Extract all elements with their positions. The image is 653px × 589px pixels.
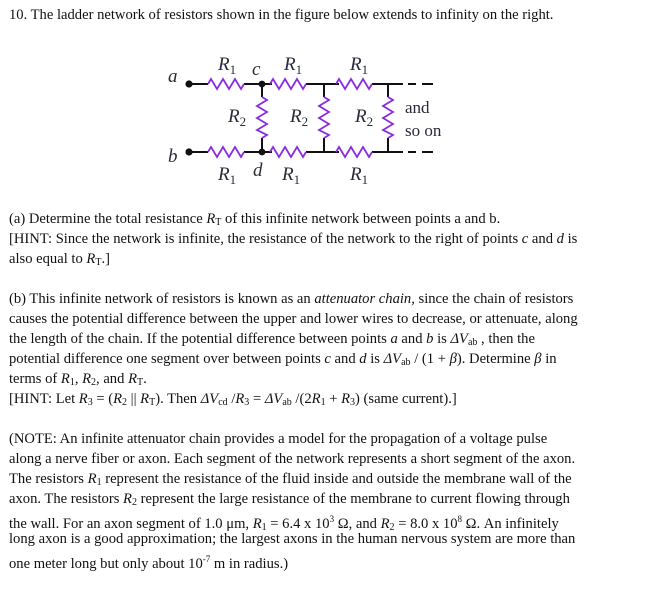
resistor-labels bbox=[217, 54, 373, 187]
node-a-dot bbox=[185, 80, 192, 87]
resistor-r1-top-1 bbox=[208, 79, 244, 89]
resistor-r2-2 bbox=[319, 97, 329, 138]
resistor-r1-bottom-3 bbox=[336, 147, 372, 157]
part-a-question: (a) Determine the total resistance $R_T$ of this infinite network between points a and b. bbox=[9, 211, 501, 228]
node-d-dot bbox=[259, 149, 266, 156]
part-a-hint-line1: [HINT: Since the network is infinite, the resistance of the network to the right of points c and d is bbox=[9, 231, 578, 247]
svg-text:R1: $R_1$ bbox=[284, 54, 303, 77]
svg-text:R1: $R_1$ bbox=[350, 164, 369, 187]
label-c: c bbox=[252, 59, 261, 80]
resistor-r2-1 bbox=[257, 97, 267, 138]
note-line4: axon. The resistors $R_2$ represent the large resistance of the membrane to current flowing through bbox=[9, 491, 570, 508]
and-so-on-line2: so on bbox=[405, 121, 442, 140]
resistor-r1-top-3 bbox=[336, 79, 372, 89]
part-b-line3: the length of the chain. If the potential difference between points a and b is $\Delta V_{ab}$ , then the bbox=[9, 331, 535, 348]
resistor-r1-top-2 bbox=[270, 79, 306, 89]
ladder-network-diagram bbox=[0, 0, 653, 200]
label-a: a bbox=[168, 66, 178, 87]
svg-text:R2: $R_2$ bbox=[290, 106, 309, 129]
resistor-r2-3 bbox=[383, 97, 393, 138]
wires bbox=[189, 84, 433, 152]
part-b-line1: (b) This infinite network of resistors is known as an attenuator chain, since the chain of resistors bbox=[9, 291, 574, 307]
resistor-r1-bottom-1 bbox=[208, 147, 244, 157]
problem-title: 10. The ladder network of resistors shown in the figure below extends to infinity on the right. bbox=[9, 7, 554, 23]
svg-text:R1: $R_1$ bbox=[218, 164, 237, 187]
svg-text:R2: $R_2$ bbox=[228, 106, 247, 129]
part-b-line4: potential difference one segment over between points c and d is $\Delta V_{ab} / (1 + \beta)$. Determine β in bbox=[9, 351, 557, 368]
svg-text:R2: $R_2$ bbox=[355, 106, 374, 129]
note-line1: (NOTE: An infinite attenuator chain provides a model for the propagation of a voltage pulse bbox=[9, 431, 548, 447]
part-b-hint: [HINT: Let $R_3 = (R_2$ || $R_T$). Then $\Delta V_{cd}$ $/R_3 = \Delta V_{ab}$ $/(2R_1 + R_3)$ (same current).] bbox=[9, 391, 457, 408]
note-line3: The resistors $R_1$ represent the resistance of the fluid inside and outside the membrane wall of the bbox=[9, 471, 572, 488]
part-b-line5: terms of $R_1$, $R_2$, and $R_T$. bbox=[9, 371, 147, 388]
note-line5: the wall. For an axon segment of 1.0 μm, $R_1 = 6.4$ x $10^3$ Ω, and $R_2 = 8.0$ x $10^8$ Ω. An infinitely bbox=[9, 514, 559, 533]
svg-text:R1: $R_1$ bbox=[282, 164, 301, 187]
and-so-on-line1: and bbox=[405, 98, 430, 117]
resistor-r1-bottom-2 bbox=[270, 147, 306, 157]
nodes bbox=[185, 80, 265, 155]
node-c-dot bbox=[259, 81, 266, 88]
part-a-hint-line2: also equal to $R_T$.] bbox=[9, 251, 110, 268]
svg-text:R1: $R_1$ bbox=[350, 54, 369, 77]
note-line2: along a nerve fiber or axon. Each segment of the network represents a short segment of the axon. bbox=[9, 451, 576, 467]
part-b-line2: causes the potential difference between the upper and lower wires to decrease, or attenuate, along bbox=[9, 311, 578, 327]
svg-text:R1: $R_1$ bbox=[218, 54, 237, 77]
label-b: b bbox=[168, 146, 178, 167]
node-b-dot bbox=[185, 148, 192, 155]
note-line6: long axon is a good approximation; the largest axons in the human nervous system are more than bbox=[9, 531, 576, 547]
note-line7: one meter long but only about $10^{-7}$ m in radius.) bbox=[9, 554, 289, 572]
label-d: d bbox=[253, 160, 263, 181]
